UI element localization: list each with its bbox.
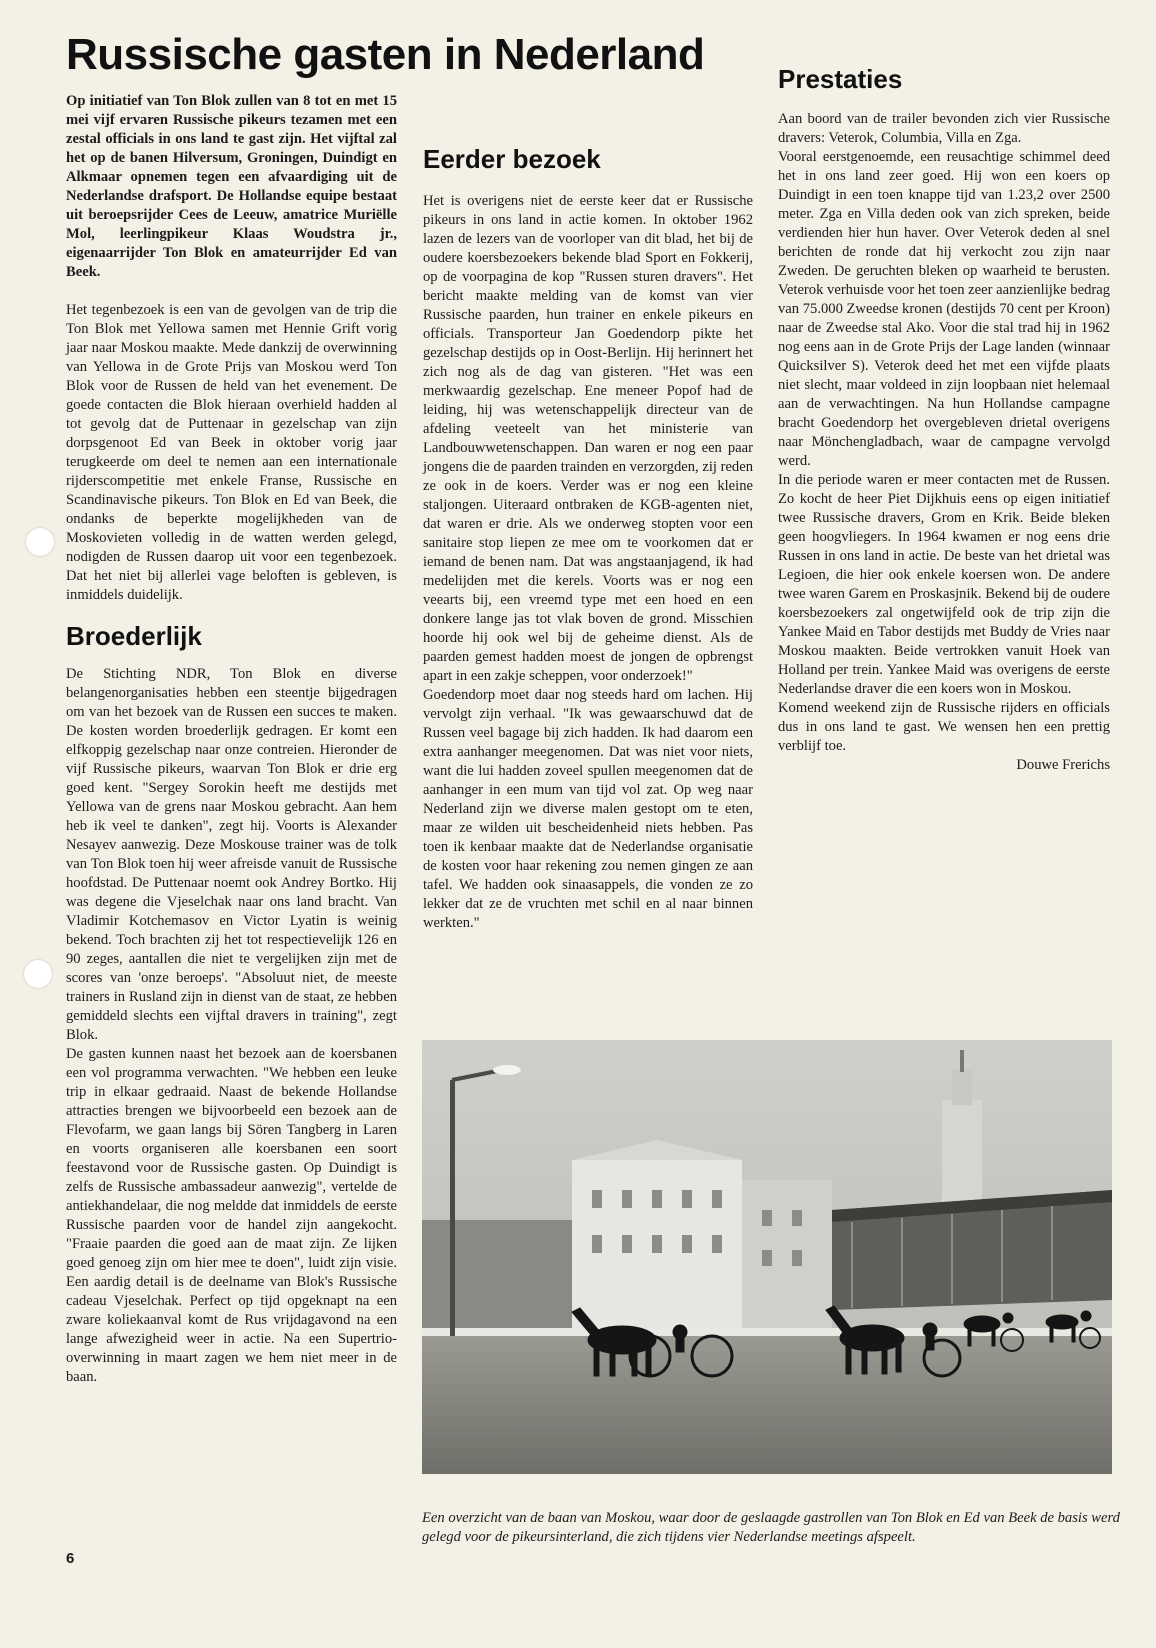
racetrack-photo	[422, 1040, 1112, 1474]
author-signature: Douwe Frerichs	[1016, 757, 1110, 773]
column-1	[66, 92, 397, 1387]
heading-eerder-bezoek: Eerder bezoek	[423, 144, 601, 174]
heading-broederlijk: Broederlijk	[66, 621, 202, 651]
article-title: Russische gasten in Nederland	[66, 30, 705, 79]
page-number: 6	[66, 1550, 75, 1567]
broederlijk-paragraph-2: De gasten kunnen naast het bezoek aan de koersbanen een vol programma verwachten. "We hebben een leuke trip in elkaar gedraaid. Naast de bekende Hollandse attracties brengen we bijvoorbeeld een bezoek aan de Flevofarm, we gaan langs bij Sören Tangberg in Laren en voorts organiseren alle koersbanen een soort feestavond voor de Russische gasten. Op Duindigt is zelfs de Russische ambassadeur aanwezig", vertelde de antiekhandelaar, die nog meldde dat inmiddels de eerste Russische paarden voor de handel zijn aangekocht. "Fraaie paarden die goed aan de maat zijn. Ze lijken goed genoeg zijn om hier mee te doen", luidt zijn visie. Een aardig detail is de deelname van Blok's Russische cadeau Vjeselchak. Perfect op tijd opgeknapt na een zware koliekaanval komt de Rus vrijdagavond na een lange afwezigheid weer in actie. Na een Supertrio-overwinning in maart zagen we hem niet meer in de baan.	[66, 1046, 397, 1385]
punch-hole-upper	[26, 528, 54, 556]
eerder-paragraph-1: Het is overigens niet de eerste keer dat er Russische pikeurs in ons land in actie komen. In oktober 1962 lazen de lezers van de voorloper van dit blad, het bij de oudere koersbezoekers bekende blad Sport en Fokkerij, op de voorpagina de kop "Russen sturen dravers". Het bericht maakte melding van de komst van vier Russische paarden, hun trainer en enkele pikeurs en officials. Transporteur Jan Goedendorp pikte het gezelschap destijds op in Oost-Berlijn. Hij herinnert het zich nog als de dag van gisteren. "Het was een merkwaardig gezelschap. Ene meneer Popof had de leiding, hij was wetenschappelijk directeur van de afdeling veeteelt van het ministerie van Landbouwwetenschappen. Dan waren er nog een paar jongens die de paarden trainden en verzorgden, zij reden ze ook in de koers. Verder was er nog een kleine staljongen. Uiteraard ontbraken de KGB-agenten niet, dat waren er drie. Als we onderweg stopten voor een sanitaire stop liepen ze mee om te voorkomen dat er iemand de benen nam. Dat was angstaanjagend, ik had medelijden met die kerels. Voorts was er nog een veearts bij, een vreemd type met een hoed en een donkere lange jas tot vlak boven de grond. Misschien hoorde hij ook wel bij de geheime dienst. Als de paarden gemest hadden moest de jongen de opbrengst apart in een zakje scheppen, voor onderzoek!"	[423, 193, 753, 684]
article-lead: Op initiatief van Ton Blok zullen van 8 tot en met 15 mei vijf ervaren Russische pikeurs tezamen met een zestal officials in ons land te gast zijn. Het vijftal zal het op de banen Hilversum, Groningen, Duindigt en Alkmaar opnemen tegen een afvaardiging uit de Nederlandse drafsport. De Hollandse equipe bestaat uit beroepsrijder Cees de Leeuw, amatrice Muriëlle Mol, leerlingpikeur Klaas Woudstra jr., eigenaarrijder Ton Blok en amateurrijder Ed van Beek.	[66, 93, 397, 280]
photo-caption: Een overzicht van de baan van Moskou, waar door de geslaagde gastrollen van Ton Blok en Ed van Beek de basis werd gelegd voor de pikeursinterland, die zich tijdens vier Nederlandse meetings afspeelt.	[422, 1509, 1120, 1545]
column-2	[423, 92, 753, 933]
broederlijk-paragraph-1: De Stichting NDR, Ton Blok en diverse belangenorganisaties hebben een steentje bijgedragen om van het bezoek van de Russen een succes te maken. De kosten worden broederlijk gedragen. Er komt een elfkoppig gezelschap naar onze contreien. Hieronder de vijf Russische pikeurs, waarvan Ton Blok er drie erg goed kent. "Sergey Sorokin heeft me destijds met Yellowa van de grens naar Moskou gebracht. Aan hem heb ik veel te danken", zegt hij. Voorts is Alexander Nesayev aanwezig. Deze Moskouse trainer was de tolk van Ton Blok toen hij weer afreisde vanuit de Russische hoofdstad. De Puttenaar noemt ook Andrey Bortko. Hij was degene die Vjeselchak naar ons land bracht. Van Vladimir Kotchemasov en Victor Lyatin is weinig bekend. Toch brachten zij het tot respectievelijk 126 en 90 zeges, aantallen die niet te vergelijken zijn met de scores van 'onze beroeps'. "Absoluut niet, de meeste trainers in Rusland zijn in dienst van de staat, ze hebben gemiddeld slechts een vijftal dravers in training", zegt Blok.	[66, 666, 397, 1043]
column-3	[778, 32, 1110, 775]
prestaties-paragraph-4: Komend weekend zijn de Russische rijders en officials dus in ons land te gast. We wensen hen een prettig verblijf toe.	[778, 700, 1110, 754]
prestaties-paragraph-3: In die periode waren er meer contacten met de Russen. Zo kocht de heer Piet Dijkhuis eens op eigen initiatief twee Russische dravers, Grom en Krik. Beide bleken geen hoogvliegers. In 1964 kwamen er nog eens drie Russen in ons land in actie. De beste van het drietal was Legioen, die hier ook enkele koersen won. De andere twee waren Garem en Proskasjnik. Bekend bij de oudere koersbezoekers zal ongetwijfeld ook de trip zijn die Yankee Maid en Tabor destijds met Buddy de Vries naar Moskou maakten. Beide vertrokken vanuit Hoek van Holland per trein. Yankee Maid was overigens de eerste Nederlandse draver die een koers won in Moskou.	[778, 472, 1110, 697]
intro-paragraph: Het tegenbezoek is een van de gevolgen van de trip die Ton Blok met Yellowa samen met Hennie Grift vorig jaar naar Moskou maakte. Mede dankzij de overwinning van Yellowa in de Grote Prijs van Moskou werd Ton Blok voor de Russen de held van het evenement. De goede contacten die Blok hieraan overhield hadden al tot gevolg dat de Puttenaar in gezelschap van zijn dorpsgenoot Ed van Beek in oktober vorig jaar terugkeerde om deel te nemen aan een internationale rijderscompetitie met enkele Franse, Russische en Scandinavische pikeurs. Ton Blok en Ed van Beek, die ondanks de beperkte mogelijkheden van de Moskovieten volledig in de watten werden gelegd, nodigden de Russen daarop uit voor een tegenbezoek. Dat het niet bij allerlei vage beloften is gebleven, is inmiddels duidelijk.	[66, 302, 397, 603]
punch-hole-lower	[24, 960, 52, 988]
prestaties-paragraph-1: Aan boord van de trailer bevonden zich vier Russische dravers: Veterok, Columbia, Villa en Zga.	[778, 111, 1110, 146]
prestaties-paragraph-2: Vooral eerstgenoemde, een reusachtige schimmel deed het in ons land zeer goed. Hij won een koers op Duindigt in een toen knappe tijd van 1.23,2 over 2500 meter. Zga en Villa deden ook van zich spreken, beide verdienden hier hun haver. Over Veterok deden al snel berichten de ronde dat hij verkocht zou zijn naar Zweden. De geruchten bleken op waarheid te berusten. Veterok verhuisde voor het toen zeer aanzienlijke bedrag van 75.000 Zweedse kronen (destijds 70 cent per Kroon) naar de Zweedse stal Ako. Voor die stal trad hij in 1962 nog eens aan in de Grote Prijs der Lage landen (winnaar Quicksilver S). Veterok deed het met een vijfde plaats niet slecht, maar voldeed in zijn loopbaan niet helemaal aan de verwachtingen. Na hun Hollandse campagne bracht Goedendorp het overgebleven drietal overigens naar Mönchengladbach, waar de campagne vervolgd werd.	[778, 149, 1110, 469]
heading-prestaties: Prestaties	[778, 64, 903, 94]
eerder-paragraph-2: Goedendorp moet daar nog steeds hard om lachen. Hij vervolgt zijn verhaal. "Ik was gewaarschuwd dat de Russen veel bagage bij zich hadden. Ik had daarom een extra aanhanger meegenomen. Dat was niet voor niets, want die lui hadden zoveel spullen meegenomen dat de aanhanger in een mum van tijd vol zat. Op weg naar Nederland zijn we diverse malen gestopt om te eten, maar ze wilden uit bescheidenheid niets hebben. Pas toen ik kenbaar maakte dat de Nederlandse organisatie de kosten voor haar rekening zou nemen gingen ze aan tafel. We hadden ook sinaasappels, die vonden ze zo lekker dat ze de vruchten met schil en al naar binnen werkten."	[423, 687, 753, 931]
